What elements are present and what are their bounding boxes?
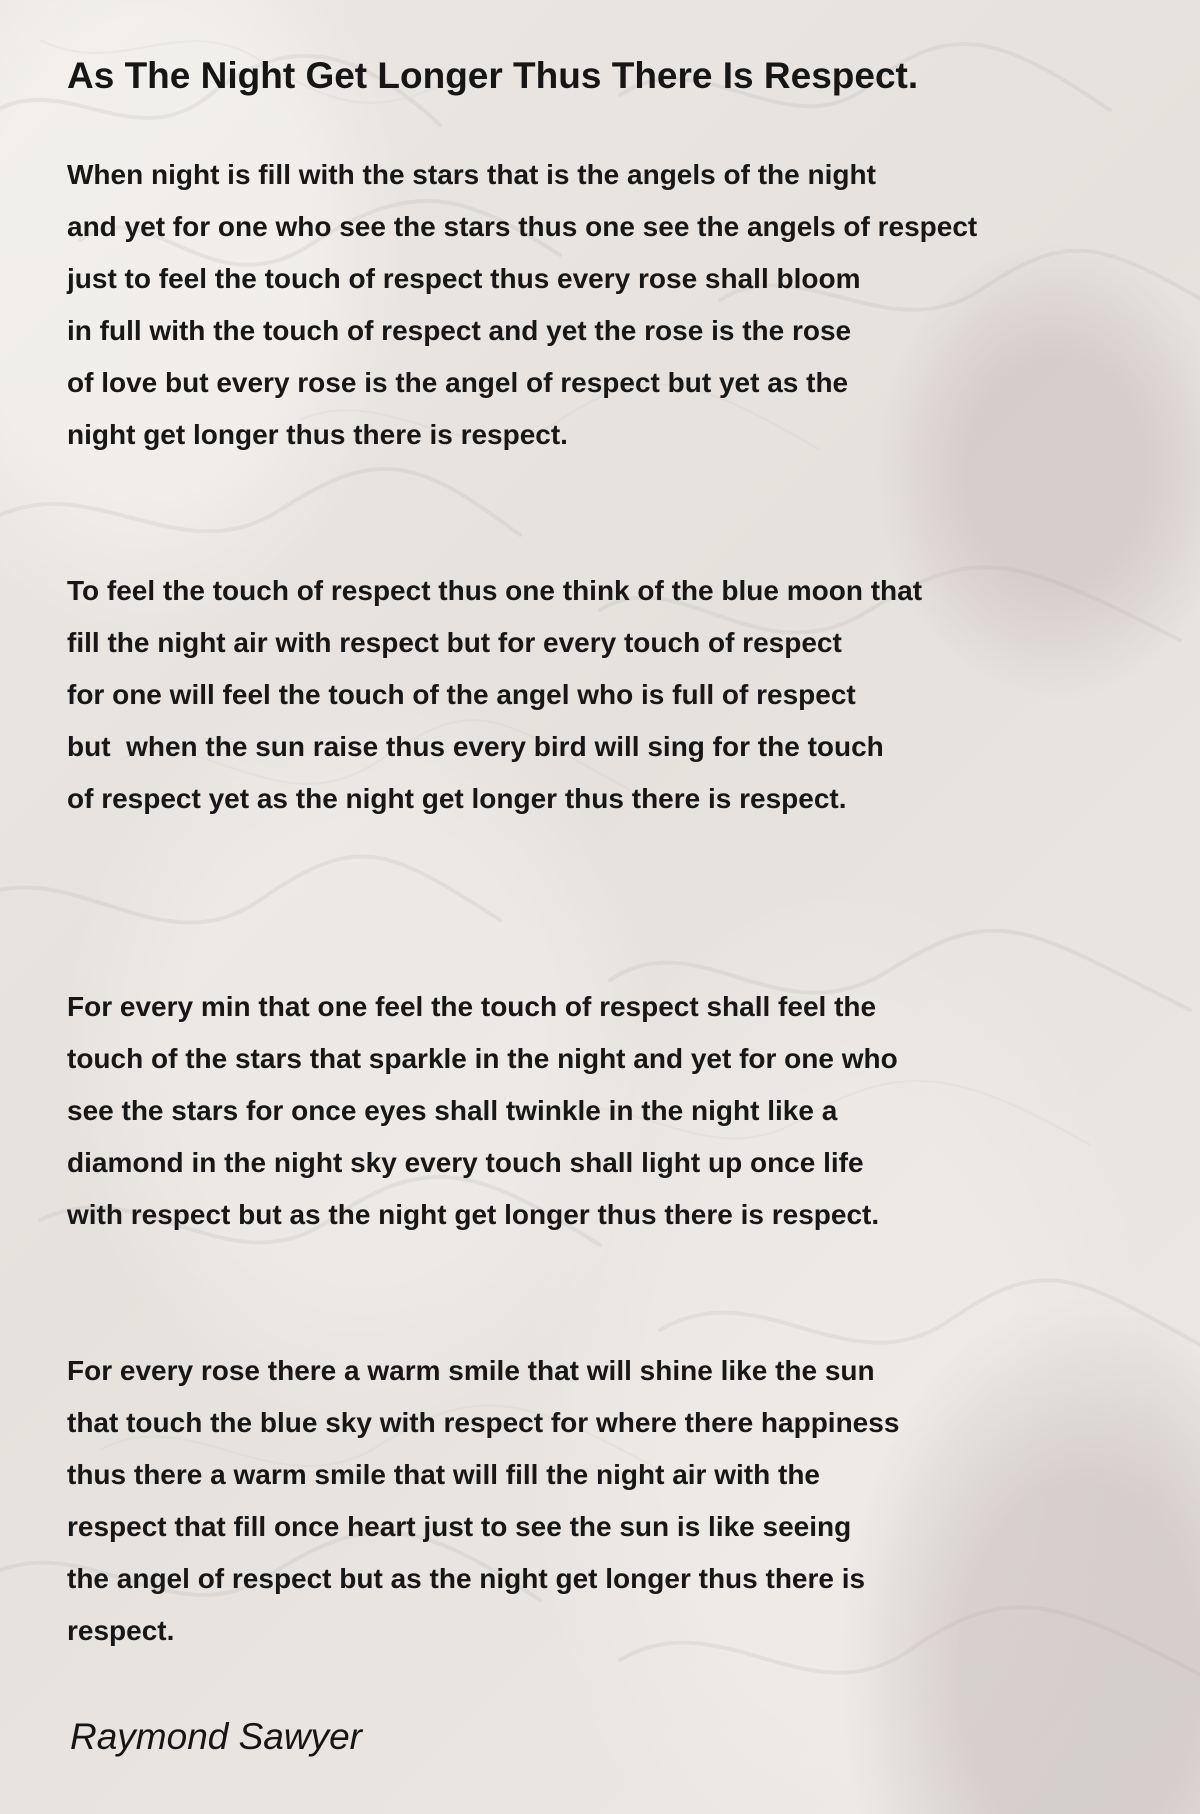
poem-line: When night is fill with the stars that is the angels of the night — [67, 159, 876, 190]
poem-title: As The Night Get Longer Thus There Is Respect. — [67, 55, 919, 96]
stanza-3 — [67, 981, 1147, 1241]
stanza-1 — [67, 149, 1147, 461]
poem-line: of respect yet as the night get longer thus there is respect. — [67, 783, 847, 814]
poem-author: Raymond Sawyer — [70, 1716, 363, 1757]
poem-line: see the stars for once eyes shall twinkle in the night like a — [67, 1095, 838, 1126]
poem-line: To feel the touch of respect thus one think of the blue moon that — [67, 575, 923, 606]
poem-line: respect. — [67, 1615, 175, 1646]
poem-line: that touch the blue sky with respect for where there happiness — [67, 1407, 900, 1438]
poem-line: with respect but as the night get longer thus there is respect. — [67, 1199, 880, 1230]
poem-line: of love but every rose is the angel of respect but yet as the — [67, 367, 849, 398]
poem-line: but when the sun raise thus every bird will sing for the touch — [67, 731, 884, 762]
poem-line: thus there a warm smile that will fill the night air with the — [67, 1459, 820, 1490]
poem-line: touch of the stars that sparkle in the night and yet for one who — [67, 1043, 898, 1074]
poem-line: just to feel the touch of respect thus every rose shall bloom — [67, 263, 861, 294]
stanza-4 — [67, 1345, 1147, 1657]
poem-line: diamond in the night sky every touch shall light up once life — [67, 1147, 864, 1178]
poem-line: For every min that one feel the touch of respect shall feel the — [67, 991, 877, 1022]
poem-line: and yet for one who see the stars thus one see the angels of respect — [67, 211, 978, 242]
poem-line: the angel of respect but as the night get longer thus there is — [67, 1563, 866, 1594]
poem-line: for one will feel the touch of the angel who is full of respect — [67, 679, 856, 710]
poem-line: night get longer thus there is respect. — [67, 419, 568, 450]
poem-line: in full with the touch of respect and yet the rose is the rose — [67, 315, 852, 346]
stanza-2 — [67, 565, 1147, 825]
poem-line: respect that fill once heart just to see the sun is like seeing — [67, 1511, 852, 1542]
poem-line: For every rose there a warm smile that will shine like the sun — [67, 1355, 875, 1386]
poem-line: fill the night air with respect but for every touch of respect — [67, 627, 842, 658]
